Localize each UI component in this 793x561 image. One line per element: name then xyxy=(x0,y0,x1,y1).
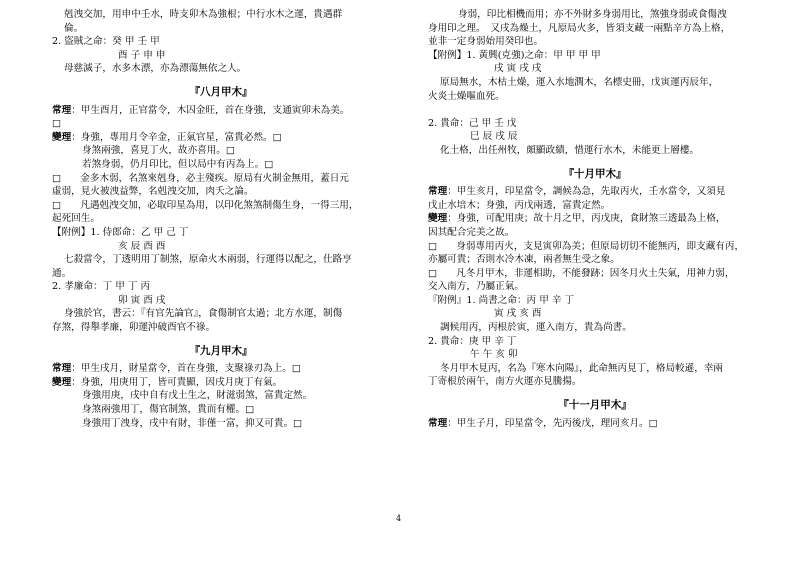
text-line: 通。 xyxy=(52,267,72,279)
text-line: 原局無水，木枯土燥，運入水地潤木，名標史冊，戊寅運丙辰年， xyxy=(440,76,719,88)
left-column xyxy=(52,8,390,430)
text-line: 亦屬可貴；否則水冷木凍，兩者無生受之象。 xyxy=(428,254,620,266)
section-label: 常理 xyxy=(52,104,72,116)
text-line: 七殺當令，丁透明用丁制煞，原命火木兩弱，行運得以配之，仕路亨 xyxy=(64,254,352,266)
text-line: 2. 盜賊之命：癸 甲 壬 甲 xyxy=(52,36,160,48)
text-line: □ 凡遇剋洩交加，必取印星為用，以印化煞煞制傷生身，一得三用， xyxy=(52,199,359,211)
text-line: 身煞兩強用丁，傷官制煞，貴而有權。□ xyxy=(82,404,255,416)
text-line: 身用印之理。 又戌為燥土，凡原局火多，皆須支藏一兩點辛方為上格， xyxy=(428,22,731,34)
text-line: 2. 貴命：庚 甲 辛 丁 xyxy=(428,335,517,347)
text-line: 虛弱，見火被洩益弊，名剋洩交加，肉夭之論。 xyxy=(52,186,254,198)
text-line: 2. 貴命：己 甲 壬 戊 xyxy=(428,117,517,129)
section-label: 常理 xyxy=(428,186,448,198)
text-line: 並非一定身弱始用癸印也。 xyxy=(428,36,544,48)
section-label: 變理 xyxy=(52,376,72,388)
text-line: 巳 辰 戌 辰 xyxy=(470,131,518,143)
text-line: 冬月甲木見丙，名為『寒木向陽』，此命無丙見丁，格局較遜，幸兩 xyxy=(440,362,724,374)
text-line: □ 凡冬月甲木，非運相助，不能發跡；因冬月火土失氣，用神力弱， xyxy=(428,267,735,279)
text-line: 起死回生。 xyxy=(52,213,100,225)
text-line: 若煞身弱，仍月印比，但以局中有丙為上。□ xyxy=(82,158,274,170)
section-heading: 『十一月甲木』 xyxy=(558,399,632,412)
text-line xyxy=(52,376,390,390)
text-line: 火炎土燥嘔血死。 xyxy=(428,90,505,102)
section-heading: 『八月甲木』 xyxy=(189,85,253,98)
page-number: 4 xyxy=(396,514,402,523)
text-line xyxy=(52,362,390,376)
text-line: 母慈滅子，水多木漂，亦為漂蕩無依之人。 xyxy=(64,63,247,75)
text-line: 酉 子 申 申 xyxy=(118,49,166,61)
section-label: 變理 xyxy=(428,213,448,225)
text-line: □ xyxy=(52,118,62,130)
section-label: 變理 xyxy=(52,131,72,143)
text-line: 亥 辰 酉 酉 xyxy=(118,240,166,252)
text-line: □ 身弱專用丙火，支見寅卯為美；但原局切切不能無丙，即支藏有丙， xyxy=(428,240,745,252)
text-line: 2. 孝廉命：丁 甲 丁 丙 xyxy=(52,281,151,293)
text-line: 【附例】1. 黃興(克強)之命：甲 甲 甲 甲 xyxy=(428,49,601,61)
text-line: 交入南方，乃屬正氣。 xyxy=(428,281,524,293)
text-line: 調候用丙，丙根於寅，運入南方，貴為尚書。 xyxy=(440,322,632,334)
text-line xyxy=(52,131,390,145)
text-line: 午 午 亥 卯 xyxy=(470,349,518,361)
text-line: 身弱，印比相機而用；亦不外財多身弱用比，煞強身弱或食傷洩 xyxy=(458,9,727,20)
line-text: ：甲生酉月，正官當令，木囚金旺，首在身強，支通寅卯未為美。 xyxy=(71,104,350,116)
right-column xyxy=(428,8,762,430)
text-line: 戌 寅 戌 戌 xyxy=(494,63,542,75)
line-text: ：身強，用庚用丁，皆可貴顯，因戌月庚丁有氣。 xyxy=(71,376,283,388)
text-line: 身強用丁洩身，戌中有財，非僅一富，抑又可貴。□ xyxy=(82,417,303,429)
text-line: 【附例】1. 侍郎命：乙 甲 己 丁 xyxy=(52,226,189,238)
text-line: 卯 寅 酉 戌 xyxy=(118,294,166,306)
line-text: ：甲生戌月，財星當令，首在身強，支聚祿刃為上。□ xyxy=(71,363,301,375)
text-line: 因其配合完美之故。 xyxy=(428,226,515,238)
text-line: 剋洩交加，用申中壬水，時支卯木為強根；中行水木之運，貴遇群 xyxy=(64,9,343,20)
text-line xyxy=(428,417,762,431)
text-line: 戊止水培木；身強，丙戊兩透，富貴定然。 xyxy=(428,199,611,211)
section-heading: 『九月甲木』 xyxy=(189,344,253,357)
text-line: 『附例』1. 尚書之命：丙 甲 辛 丁 xyxy=(428,294,575,306)
line-text: ：身強，專用月令辛金，正氣官星，富貴必然。□ xyxy=(71,131,282,143)
text-line: 丁寄根於兩午，南方火運亦見騰揚。 xyxy=(428,376,582,388)
text-line: 身強用庚，戌中自有戊土生之，財滋弱煞，富貴定然。 xyxy=(82,390,313,402)
line-text: ：身強，可配用庚；故十月之甲，丙戊庚，食財煞三透最為上格， xyxy=(447,213,726,225)
section-label: 常理 xyxy=(428,417,448,429)
text-line xyxy=(52,104,390,118)
text-line: 倫。 xyxy=(64,22,84,34)
text-line: 寅 戌 亥 酉 xyxy=(494,308,542,320)
text-line: 身煞兩強，喜見丁火，故亦喜用。□ xyxy=(82,145,235,157)
text-line: 化土格，出任州牧，頗顯政績，惜運行水木，未能更上層樓。 xyxy=(440,144,700,156)
text-line: 身強於官，書云：『有官先論官』，食傷制官太過；北方水運，制傷 xyxy=(64,308,343,320)
line-text: ：甲生子月，印星當令，先丙後戊，理同亥月。□ xyxy=(447,417,658,429)
text-line: □ 金多木弱，名煞來剋身，必主殘疾。原局有火制金無用，蓋日元 xyxy=(52,172,349,184)
section-heading: 『十月甲木』 xyxy=(563,167,627,180)
line-text: ：甲生亥月，印星當令，調候為急，先取丙火，壬水當令，又須見 xyxy=(447,186,726,198)
text-line xyxy=(428,185,762,199)
text-line xyxy=(428,212,762,226)
text-line: 存煞，得舉孝廉，卯運沖破酉官不祿。 xyxy=(52,322,216,334)
text-line xyxy=(428,103,762,117)
section-label: 常理 xyxy=(52,363,72,375)
